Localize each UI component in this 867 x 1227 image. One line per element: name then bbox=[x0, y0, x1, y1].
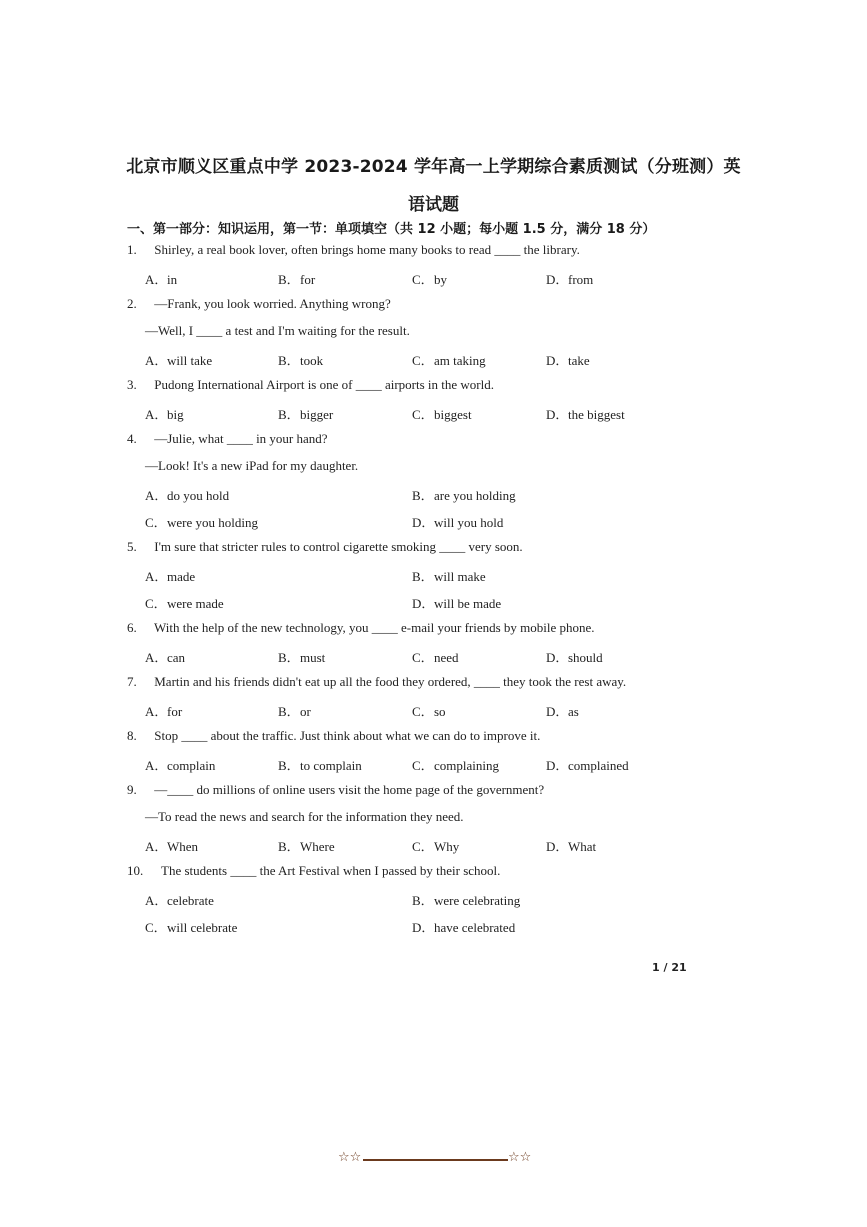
question-number: 1. bbox=[127, 242, 137, 257]
option-text: do you hold bbox=[167, 488, 230, 503]
option-letter: D． bbox=[546, 704, 569, 719]
option-text: took bbox=[300, 353, 324, 368]
option-text: What bbox=[568, 839, 597, 854]
question-text: The students ____ the Art Festival when I passed by their school. bbox=[161, 863, 501, 878]
question-4-stem bbox=[127, 431, 328, 447]
question-6-option-b bbox=[278, 647, 325, 666]
question-9-option-c bbox=[412, 836, 459, 855]
option-text: should bbox=[568, 650, 603, 665]
question-6-stem bbox=[127, 620, 595, 636]
option-text: as bbox=[568, 704, 579, 719]
question-10-option-c bbox=[145, 917, 237, 936]
question-4-dialogue: —Look! It's a new iPad for my daughter. bbox=[145, 458, 359, 473]
option-text: Why bbox=[434, 839, 460, 854]
question-10-stem bbox=[127, 863, 500, 879]
question-3-option-a bbox=[145, 404, 184, 423]
question-1-stem bbox=[127, 242, 580, 258]
question-9-stem bbox=[127, 782, 544, 798]
section-heading: 一、第一部分：知识运用，第一节：单项填空（共 12 小题；每小题 1.5 分，满分 18 分） bbox=[127, 222, 656, 237]
option-text: the biggest bbox=[568, 407, 625, 422]
question-4-option-d bbox=[412, 512, 503, 531]
option-text: made bbox=[167, 569, 196, 584]
option-text: am taking bbox=[434, 353, 486, 368]
option-letter: D． bbox=[546, 407, 569, 422]
option-letter: D． bbox=[546, 353, 569, 368]
question-2-option-c bbox=[412, 350, 486, 369]
question-10-option-b bbox=[412, 890, 520, 909]
option-text: will be made bbox=[434, 596, 502, 611]
option-text: for bbox=[300, 272, 316, 287]
question-9-option-d bbox=[546, 836, 596, 855]
star-icon: ☆☆ bbox=[508, 1150, 532, 1165]
option-text: complain bbox=[167, 758, 216, 773]
option-text: bigger bbox=[300, 407, 334, 422]
star-icon: ☆☆ bbox=[338, 1150, 362, 1165]
question-5-option-a bbox=[145, 566, 195, 585]
option-letter: B． bbox=[278, 272, 300, 287]
option-letter: B． bbox=[412, 893, 434, 908]
option-text: by bbox=[434, 272, 447, 287]
option-text: for bbox=[167, 704, 183, 719]
option-letter: D． bbox=[412, 515, 435, 530]
option-letter: D． bbox=[412, 920, 435, 935]
option-letter: C． bbox=[145, 596, 167, 611]
option-text: were you holding bbox=[167, 515, 258, 530]
question-text: —____ do millions of online users visit the home page of the government? bbox=[154, 782, 545, 797]
option-text: to complain bbox=[300, 758, 362, 773]
option-text: will make bbox=[434, 569, 486, 584]
question-7-option-d bbox=[546, 701, 579, 720]
option-letter: C． bbox=[412, 407, 434, 422]
question-2-option-d bbox=[546, 350, 590, 369]
option-letter: B． bbox=[278, 839, 300, 854]
question-4-option-b bbox=[412, 485, 516, 504]
question-3-stem bbox=[127, 377, 494, 393]
question-9-dialogue: —To read the news and search for the information they need. bbox=[145, 809, 464, 824]
question-9-option-b bbox=[278, 836, 335, 855]
option-letter: D． bbox=[546, 839, 569, 854]
question-5-option-c bbox=[145, 593, 224, 612]
option-text: celebrate bbox=[167, 893, 214, 908]
option-letter: C． bbox=[145, 515, 167, 530]
option-letter: A． bbox=[145, 569, 168, 584]
question-8-option-d bbox=[546, 755, 629, 774]
question-8-option-b bbox=[278, 755, 362, 774]
footer-decoration bbox=[338, 1150, 533, 1170]
option-text: When bbox=[167, 839, 199, 854]
option-letter: C． bbox=[412, 839, 434, 854]
question-1-option-d bbox=[546, 269, 593, 288]
question-text: Pudong International Airport is one of ____ airports in the world. bbox=[154, 377, 495, 392]
question-number: 7. bbox=[127, 674, 137, 689]
option-text: were made bbox=[167, 596, 224, 611]
question-4-option-c bbox=[145, 512, 258, 531]
option-letter: C． bbox=[412, 650, 434, 665]
question-3-option-c bbox=[412, 404, 472, 423]
option-text: will celebrate bbox=[167, 920, 238, 935]
question-5-option-b bbox=[412, 566, 486, 585]
question-2-dialogue: —Well, I ____ a test and I'm waiting for the result. bbox=[145, 323, 410, 338]
question-10-option-a bbox=[145, 890, 214, 909]
question-6-option-c bbox=[412, 647, 459, 666]
option-text: complaining bbox=[434, 758, 499, 773]
question-1-option-c bbox=[412, 269, 447, 288]
option-text: from bbox=[568, 272, 594, 287]
question-text: —Julie, what ____ in your hand? bbox=[154, 431, 328, 446]
option-letter: D． bbox=[546, 758, 569, 773]
option-letter: B． bbox=[412, 569, 434, 584]
question-7-option-b bbox=[278, 701, 311, 720]
question-text: Stop ____ about the traffic. Just think about what we can do to improve it. bbox=[154, 728, 541, 743]
question-number: 5. bbox=[127, 539, 137, 554]
option-text: take bbox=[568, 353, 590, 368]
question-2-stem bbox=[127, 296, 391, 312]
document-title-line-1: 北京市顺义区重点中学 2023-2024 学年高一上学期综合素质测试（分班测）英 bbox=[126, 157, 741, 177]
question-4-option-a bbox=[145, 485, 229, 504]
question-7-stem bbox=[127, 674, 626, 690]
option-letter: B． bbox=[278, 758, 300, 773]
question-number: 6. bbox=[127, 620, 137, 635]
option-text: must bbox=[300, 650, 326, 665]
option-letter: A． bbox=[145, 704, 168, 719]
option-letter: A． bbox=[145, 650, 168, 665]
option-text: are you holding bbox=[434, 488, 516, 503]
question-3-option-d bbox=[546, 404, 625, 423]
question-1-option-b bbox=[278, 269, 315, 288]
question-9-option-a bbox=[145, 836, 198, 855]
question-number: 8. bbox=[127, 728, 137, 743]
option-text: in bbox=[167, 272, 178, 287]
option-letter: B． bbox=[278, 353, 300, 368]
option-text: have celebrated bbox=[434, 920, 516, 935]
question-3-option-b bbox=[278, 404, 333, 423]
option-letter: D． bbox=[546, 272, 569, 287]
option-text: were celebrating bbox=[434, 893, 521, 908]
question-text: —Frank, you look worried. Anything wrong? bbox=[154, 296, 391, 311]
question-text: With the help of the new technology, you ____ e-mail your friends by mobile phone. bbox=[154, 620, 595, 635]
page-number: 1 / 21 bbox=[652, 961, 687, 974]
question-text: Martin and his friends didn't eat up all the food they ordered, ____ they took the rest away. bbox=[154, 674, 627, 689]
question-8-stem bbox=[127, 728, 540, 744]
question-1-option-a bbox=[145, 269, 177, 288]
question-text: Shirley, a real book lover, often brings home many books to read ____ the library. bbox=[154, 242, 580, 257]
option-letter: A． bbox=[145, 407, 168, 422]
question-7-option-c bbox=[412, 701, 446, 720]
option-text: Where bbox=[300, 839, 335, 854]
question-text: I'm sure that stricter rules to control cigarette smoking ____ very soon. bbox=[154, 539, 523, 554]
document-title-line-2: 语试题 bbox=[408, 195, 459, 215]
option-letter: C． bbox=[145, 920, 167, 935]
option-text: complained bbox=[568, 758, 629, 773]
option-text: biggest bbox=[434, 407, 472, 422]
question-number: 3. bbox=[127, 377, 137, 392]
option-letter: A． bbox=[145, 839, 168, 854]
option-letter: A． bbox=[145, 353, 168, 368]
question-2-option-b bbox=[278, 350, 323, 369]
option-text: so bbox=[434, 704, 446, 719]
option-letter: C． bbox=[412, 704, 434, 719]
question-number: 4. bbox=[127, 431, 137, 446]
question-8-option-a bbox=[145, 755, 215, 774]
option-letter: A． bbox=[145, 272, 168, 287]
option-letter: C． bbox=[412, 353, 434, 368]
option-letter: A． bbox=[145, 488, 168, 503]
question-5-stem bbox=[127, 539, 523, 555]
option-text: or bbox=[300, 704, 311, 719]
option-letter: B． bbox=[412, 488, 434, 503]
option-letter: A． bbox=[145, 758, 168, 773]
question-10-option-d bbox=[412, 917, 515, 936]
option-letter: B． bbox=[278, 650, 300, 665]
question-2-option-a bbox=[145, 350, 212, 369]
option-letter: C． bbox=[412, 272, 434, 287]
question-number: 2. bbox=[127, 296, 137, 311]
question-number: 9. bbox=[127, 782, 137, 797]
option-letter: A． bbox=[145, 893, 168, 908]
option-letter: D． bbox=[546, 650, 569, 665]
option-text: big bbox=[167, 407, 184, 422]
question-8-option-c bbox=[412, 755, 499, 774]
option-letter: D． bbox=[412, 596, 435, 611]
option-text: will you hold bbox=[434, 515, 504, 530]
option-letter: B． bbox=[278, 704, 300, 719]
question-6-option-a bbox=[145, 647, 185, 666]
question-number: 10. bbox=[127, 863, 144, 878]
option-letter: B． bbox=[278, 407, 300, 422]
question-5-option-d bbox=[412, 593, 501, 612]
option-text: can bbox=[167, 650, 186, 665]
option-text: will take bbox=[167, 353, 213, 368]
question-6-option-d bbox=[546, 647, 603, 666]
footer-divider bbox=[363, 1159, 508, 1161]
question-7-option-a bbox=[145, 701, 182, 720]
option-text: need bbox=[434, 650, 459, 665]
option-letter: C． bbox=[412, 758, 434, 773]
